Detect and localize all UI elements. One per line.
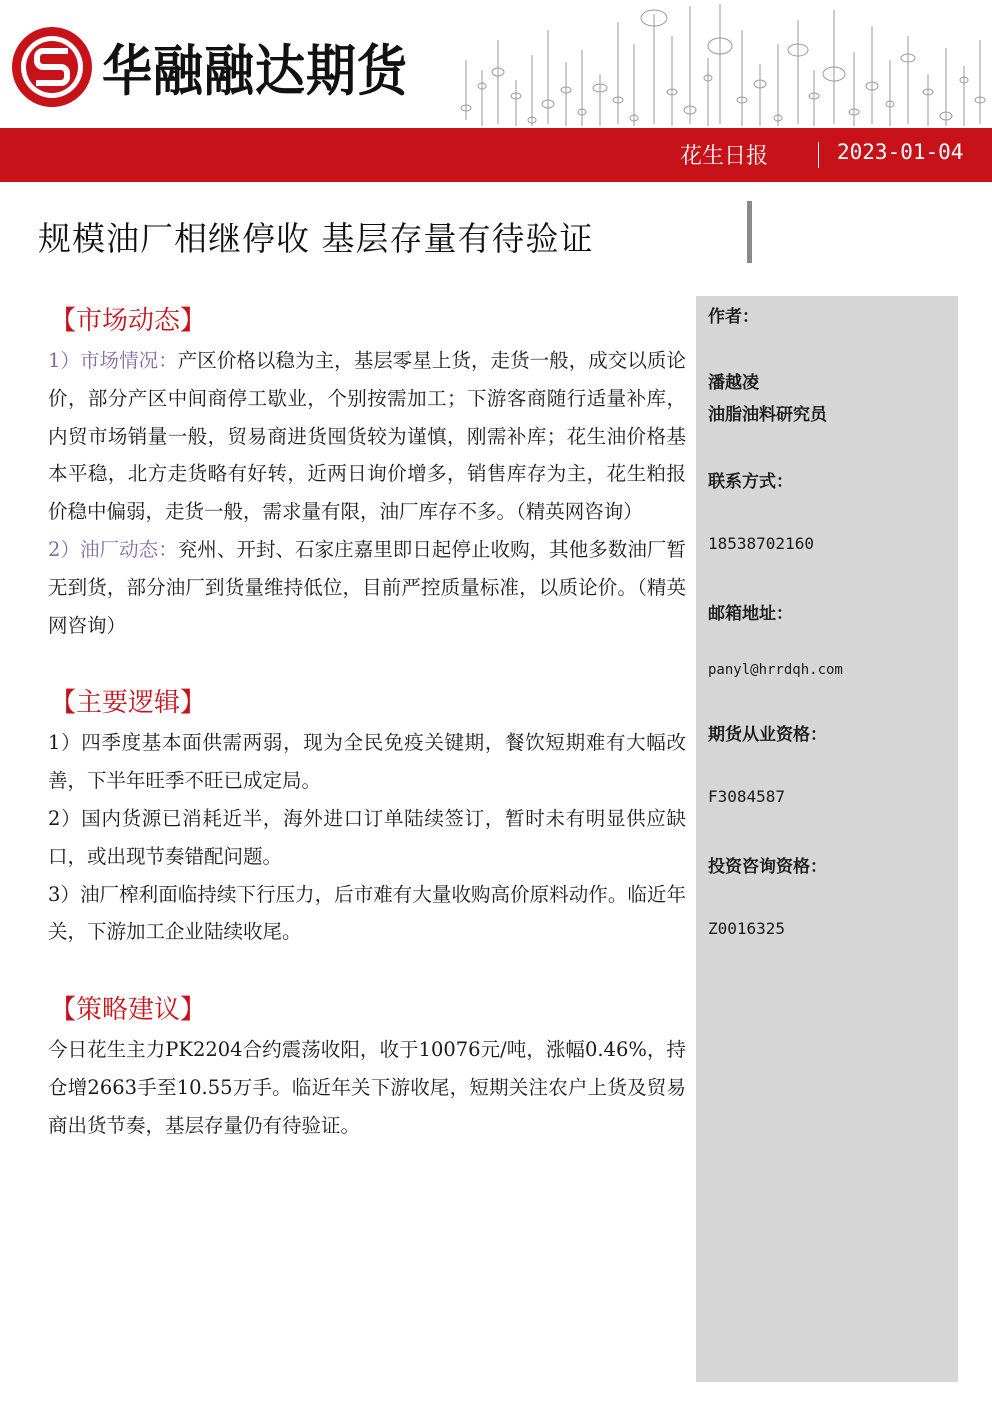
oil-mill-paragraph — [48, 531, 686, 644]
title-accent-bar — [747, 201, 752, 263]
banner-divider — [818, 142, 819, 168]
report-date: 2023-01-04 — [837, 140, 964, 164]
investment-qualification-label: 投资咨询资格： — [708, 857, 827, 877]
oil-mill-lead: 2）油厂动态： — [48, 537, 178, 561]
market-situation-lead: 1）市场情况： — [48, 349, 178, 372]
email-label: 邮箱地址： — [708, 604, 793, 624]
strategy-paragraph: 今日花生主力PK2204合约震荡收阳，收于10076元/吨，涨幅0.46%，持仓增2663手至10.55万手。临近年关下游收尾，短期关注农户上货及贸易商出货节奏，基层存量仍有待验证。 — [48, 1038, 686, 1137]
section-title-strategy: 【策略建议】 — [50, 995, 207, 1026]
company-name: 华融融达期货 — [102, 39, 408, 104]
logic-item: 2）国内货源已消耗近半，海外进口订单陆续签订，暂时未有明显供应缺口，或出现节奏错配问题。 — [48, 806, 686, 868]
report-body — [48, 300, 686, 1145]
futures-qualification-label: 期货从业资格： — [708, 725, 827, 745]
author-title: 油脂油料研究员 — [708, 405, 827, 425]
company-logo — [10, 22, 450, 112]
market-situation-text: 产区价格以稳为主，基层零星上货，走货一般，成交以质论价，部分产区中间商停工歇业，个别按需加工；下游客商随行适量补库，内贸市场销量一般，贸易商进货囤货较为谨慎，刚需补库；花生油价格基本平稳，北方走货略有好转，近两日询价增多，销售库存为主，花生粕报价稳中偏弱，走货一般，需求量有限，油厂库存不多。（精英网咨询） — [48, 349, 686, 524]
company-logo-icon — [10, 25, 94, 109]
oil-mill-text: 兖州、开封、石家庄嘉里即日起停止收购，其他多数油厂暂无到货，部分油厂到货量维持低位，目前严控质量标准，以质论价。（精英网咨询） — [48, 537, 686, 637]
header-decoration — [458, 0, 992, 128]
market-situation-paragraph — [48, 342, 686, 531]
logic-item: 1）四季度基本面供需两弱，现为全民免疫关键期，餐饮短期难有大幅改善，下半年旺季不旺已成定局。 — [48, 731, 686, 793]
investment-qualification-id: Z0016325 — [708, 919, 786, 938]
contact-label: 联系方式： — [708, 472, 793, 492]
page-title: 规模油厂相继停收 基层存量有待验证 — [38, 219, 594, 258]
logic-item: 3）油厂榨利面临持续下行压力，后市难有大量收购高价原料动作。临近年关，下游加工企业陆续收尾。 — [48, 882, 686, 944]
author-sidebar — [696, 296, 958, 1382]
phone-number: 18538702160 — [708, 534, 814, 553]
report-type: 花生日报 — [680, 144, 769, 169]
author-label: 作者： — [708, 307, 759, 327]
futures-qualification-id: F3084587 — [708, 787, 786, 806]
section-title-logic: 【主要逻辑】 — [50, 688, 207, 719]
author-name: 潘越凌 — [708, 373, 759, 393]
section-title-market: 【市场动态】 — [50, 306, 207, 336]
email-address: panyl@hrrdqh.com — [708, 662, 843, 678]
